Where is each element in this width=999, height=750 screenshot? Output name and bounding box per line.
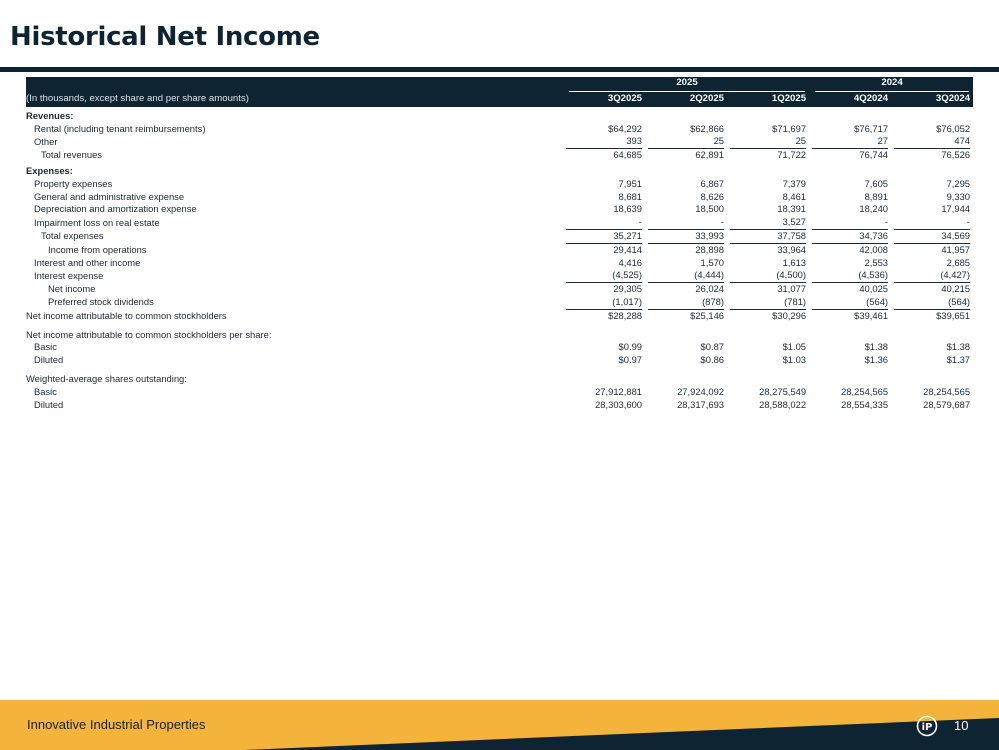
column-header: 2Q2025 [645, 92, 727, 107]
period-header-row [26, 92, 973, 107]
section-expenses: Expenses: [26, 164, 73, 176]
page-number: 10 [954, 718, 969, 733]
footer-company-name: Innovative Industrial Properties [27, 717, 206, 732]
table-row [26, 329, 973, 342]
table-row: Diluted 28,303,600 28,317,693 28,588,022 28,554,335 28,579,687 [26, 399, 973, 412]
table-row: Rental (including tenant reimbursements) $64,292 $62,866 $71,697 $76,717 $76,052 [26, 123, 973, 136]
table-row: Net income attributable to common stockholders $28,288 $25,146 $30,296 $39,461 $39,651 [26, 309, 971, 321]
row-label: Diluted [34, 398, 64, 410]
row-label: Net income [48, 283, 96, 295]
row-label: Total expenses [41, 230, 104, 242]
table-row: Property expenses 7,951 6,867 7,379 7,605 7,295 [26, 178, 973, 191]
row-label: Diluted [34, 354, 64, 366]
table-row: Net income 29,305 26,024 31,077 40,025 40,215 [26, 283, 973, 296]
column-header: 1Q2025 [727, 92, 809, 107]
row-label: Basic [34, 341, 57, 353]
table-row: Interest and other income 4,416 1,570 1,613 2,553 2,685 [26, 257, 973, 270]
table-row: Interest expense (4,525) (4,444) (4,500) (4,536) (4,427) [26, 269, 973, 283]
year-header-row [26, 77, 973, 92]
company-logo-icon [916, 715, 938, 737]
column-header: 4Q2024 [809, 92, 891, 107]
table-row: Income from operations 29,414 28,898 33,964 42,008 41,957 [26, 244, 973, 257]
year-2024-header: 2024 [809, 77, 973, 92]
table-row [26, 373, 973, 386]
table-row: Basic $0.99 $0.87 $1.05 $1.38 $1.38 [26, 341, 973, 354]
units-note: (In thousands, except share and per share amounts) [26, 92, 563, 107]
row-label: Interest expense [34, 269, 104, 281]
table-row: Total expenses 35,271 33,993 37,758 34,736 34,569 [26, 230, 973, 244]
section-revenues: Revenues: [26, 109, 74, 121]
net-income-table [26, 77, 973, 411]
table-row: Basic 27,912,881 27,924,092 28,275,549 28,254,565 28,254,565 [26, 386, 973, 399]
page-title: Historical Net Income [10, 22, 320, 52]
row-label: Weighted-average shares outstanding: [26, 372, 187, 384]
column-header: 3Q2024 [891, 92, 973, 107]
table-row: Impairment loss on real estate - - 3,527 - - [26, 216, 973, 230]
row-label: Total revenues [41, 149, 102, 161]
title-divider [0, 67, 999, 72]
row-label: Interest and other income [34, 256, 141, 268]
table-row: Preferred stock dividends (1,017) (878) (781) (564) (564) [26, 296, 973, 310]
row-label: Rental (including tenant reimbursements) [34, 122, 206, 134]
row-label: General and administrative expense [34, 190, 185, 202]
table-row: General and administrative expense 8,681 8,626 8,461 8,891 9,330 [26, 191, 973, 204]
row-label: Depreciation and amortization expense [34, 203, 197, 215]
row-label: Income from operations [48, 243, 147, 255]
year-2025-header: 2025 [563, 77, 809, 92]
row-label: Basic [34, 385, 57, 397]
table-row: Other 393 25 25 27 474 [26, 135, 973, 149]
row-label: Other [34, 135, 58, 147]
table-row: Total revenues 64,685 62,891 71,722 76,744 76,526 [26, 149, 973, 162]
row-label: Impairment loss on real estate [34, 216, 160, 228]
table-row: Diluted $0.97 $0.86 $1.03 $1.36 $1.37 [26, 354, 973, 367]
logo-text: iP [921, 722, 933, 733]
row-label: Preferred stock dividends [48, 296, 154, 308]
row-label: Net income attributable to common stockholders [26, 309, 227, 321]
row-label: Net income attributable to common stockholders per share: [26, 328, 272, 340]
table-row: Depreciation and amortization expense 18,639 18,500 18,391 18,240 17,944 [26, 203, 973, 216]
column-header: 3Q2025 [563, 92, 645, 107]
row-label: Property expenses [34, 177, 113, 189]
